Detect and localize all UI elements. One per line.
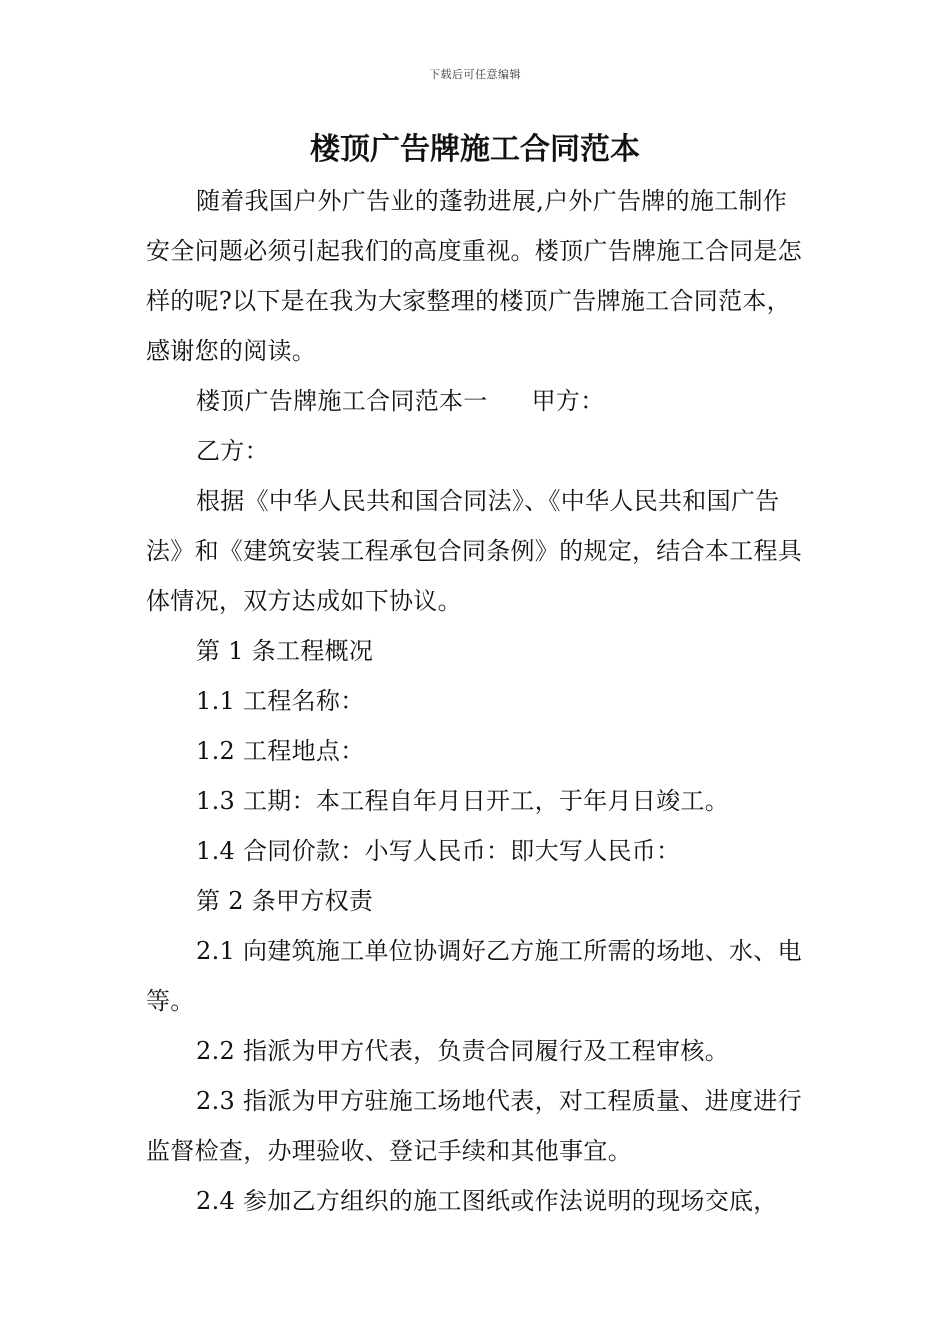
item-1-2: 1.2 工程地点： bbox=[196, 737, 365, 765]
article-1-heading: 第 1 条工程概况 bbox=[196, 637, 374, 665]
item-2-3: 2.3 指派为甲方驻施工场地代表，对工程质量、进度进行监督检查，办理验收、登记手续和其他事宜。 bbox=[146, 1087, 802, 1165]
item-2-1: 2.1 向建筑施工单位协调好乙方施工所需的场地、水、电等。 bbox=[146, 937, 802, 1015]
item-1-3: 1.3 工期：本工程自年月日开工，于年月日竣工。 bbox=[196, 787, 729, 815]
header-note: 下载后可任意编辑 bbox=[429, 68, 521, 81]
sample-heading-line bbox=[146, 376, 810, 426]
document-body bbox=[146, 176, 810, 1226]
intro-paragraph: 随着我国户外广告业的蓬勃进展,户外广告牌的施工制作安全问题必须引起我们的高度重视。楼顶广告牌施工合同是怎样的呢?以下是在我为大家整理的楼顶广告牌施工合同范本，感谢您的阅读。 bbox=[146, 187, 803, 365]
item-2-4: 2.4 参加乙方组织的施工图纸或作法说明的现场交底， bbox=[196, 1187, 778, 1215]
party-a-label: 甲方： bbox=[531, 387, 605, 415]
sample-heading: 楼顶广告牌施工合同范本一 bbox=[196, 387, 488, 415]
article-2-heading: 第 2 条甲方权责 bbox=[196, 887, 374, 915]
item-1-1: 1.1 工程名称： bbox=[196, 687, 365, 715]
document-title: 楼顶广告牌施工合同范本 bbox=[310, 132, 640, 167]
basis-paragraph: 根据《中华人民共和国合同法》、《中华人民共和国广告法》和《建筑安装工程承包合同条例》的规定，结合本工程具体情况，双方达成如下协议。 bbox=[146, 487, 803, 615]
item-1-4: 1.4 合同价款：小写人民币：即大写人民币： bbox=[196, 837, 681, 865]
item-2-2: 2.2 指派为甲方代表，负责合同履行及工程审核。 bbox=[196, 1037, 729, 1065]
party-b-label: 乙方： bbox=[196, 437, 269, 465]
